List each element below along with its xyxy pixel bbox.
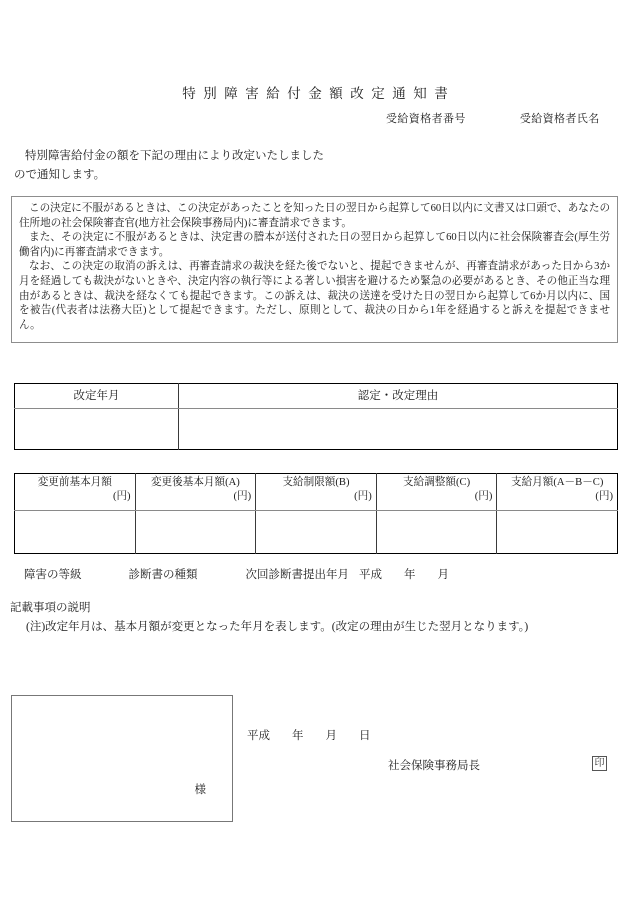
cell-revision-date[interactable] <box>15 409 179 450</box>
cell-amount-after[interactable] <box>135 511 256 554</box>
recipient-number-label: 受給資格者番号 <box>386 113 466 125</box>
page-title: 特別障害給付金額改定通知書 <box>182 86 456 101</box>
intro-paragraph <box>14 147 614 185</box>
signature-year-unit: 年 <box>292 730 304 742</box>
next-submission-year-unit: 年 <box>404 569 416 581</box>
notice-paragraph-3: なお、この決定の取消の訴えは、再審査請求の裁決を経た後でないと、提起できませんが、再審査請求があった日から3か月を経過しても裁決がないときや、決定内容の執行等による著しい損害を避けるため緊急の必要があるとき、その他正当な理由があるときは、裁決を経なくても提起できます。この訴えは、裁決の送達を受けた日の翌日から起算して6か月以内に、国を被告(代表者は法務大臣)として提起できます。ただし、原則として、裁決の日から1年を経過すると訴えを提起できません。 <box>19 261 610 331</box>
header-payment-limit <box>256 474 377 511</box>
notes-item-1: (注)改定年月は、基本月額が変更となった年月を表します。(改定の理由が生じた翌月となります。) <box>26 621 529 633</box>
header-amount-before <box>15 474 136 511</box>
table-row <box>15 511 618 554</box>
disability-grade-label: 障害の等級 <box>24 569 82 581</box>
table-header-row <box>15 474 618 511</box>
header-revision-reason: 認定・改定理由 <box>179 384 618 409</box>
next-submission-era: 平成 <box>359 569 382 581</box>
notice-paragraph-1: この決定に不服があるときは、この決定があったことを知った日の翌日から起算して60日以内に文書又は口頭で、あなたの住所地の社会保険審査官(地方社会保険事務局内)に審査請求できます。 <box>19 203 610 229</box>
issuer-title: 社会保険事務局長 <box>388 760 480 772</box>
header-amount-after <box>135 474 256 511</box>
notice-paragraph-2: また、その決定に不服があるときは、決定書の謄本が送付された日の翌日から起算して60日以内に社会保険審査会(厚生労働省内)に再審査請求できます。 <box>19 232 610 258</box>
header-payment-adjust-unit: (円) <box>474 491 493 502</box>
table-row <box>15 409 618 450</box>
seal-icon: 印 <box>592 756 607 771</box>
cell-payment-limit[interactable] <box>256 511 377 554</box>
notes-section-title: 記載事項の説明 <box>10 602 91 614</box>
grade-info-row <box>24 566 449 582</box>
header-monthly-payment-unit: (円) <box>595 491 613 502</box>
next-submission-label: 次回診断書提出年月 <box>245 569 349 581</box>
next-submission-month-unit: 月 <box>437 569 449 581</box>
header-payment-adjust <box>376 474 497 511</box>
appeal-notice-box <box>11 196 618 343</box>
recipient-address-box[interactable] <box>11 695 233 822</box>
header-amount-after-main: 変更後基本月額(A) <box>150 477 240 488</box>
cell-amount-before[interactable] <box>15 511 136 554</box>
header-payment-adjust-main: 支給調整額(C) <box>403 477 471 488</box>
header-monthly-payment-main: 支給月額(A－B－C) <box>510 477 604 488</box>
revision-reason-table <box>14 383 618 450</box>
header-monthly-payment <box>497 474 618 511</box>
signature-day-unit: 日 <box>359 730 371 742</box>
header-field-row <box>386 110 600 126</box>
header-amount-after-unit: (円) <box>233 491 252 502</box>
header-revision-date: 改定年月 <box>15 384 179 409</box>
signature-era: 平成 <box>247 730 270 742</box>
table-header-row <box>15 384 618 409</box>
signature-date-row <box>247 727 371 743</box>
header-payment-limit-unit: (円) <box>354 491 372 502</box>
recipient-honorific: 様 <box>194 784 206 796</box>
recipient-name-label: 受給資格者氏名 <box>519 113 600 125</box>
header-payment-limit-main: 支給制限額(B) <box>282 477 350 488</box>
amount-table <box>14 473 618 554</box>
header-amount-before-main: 変更前基本月額 <box>37 477 112 488</box>
cell-monthly-payment[interactable] <box>497 511 618 554</box>
header-amount-before-unit: (円) <box>112 491 131 502</box>
intro-line-2: ので通知します。 <box>14 169 106 181</box>
certificate-type-label: 診断書の種類 <box>128 569 198 581</box>
signature-month-unit: 月 <box>325 730 337 742</box>
intro-line-1: 特別障害給付金の額を下記の理由により改定いたしました <box>25 150 324 162</box>
cell-revision-reason[interactable] <box>179 409 618 450</box>
cell-payment-adjust[interactable] <box>376 511 497 554</box>
